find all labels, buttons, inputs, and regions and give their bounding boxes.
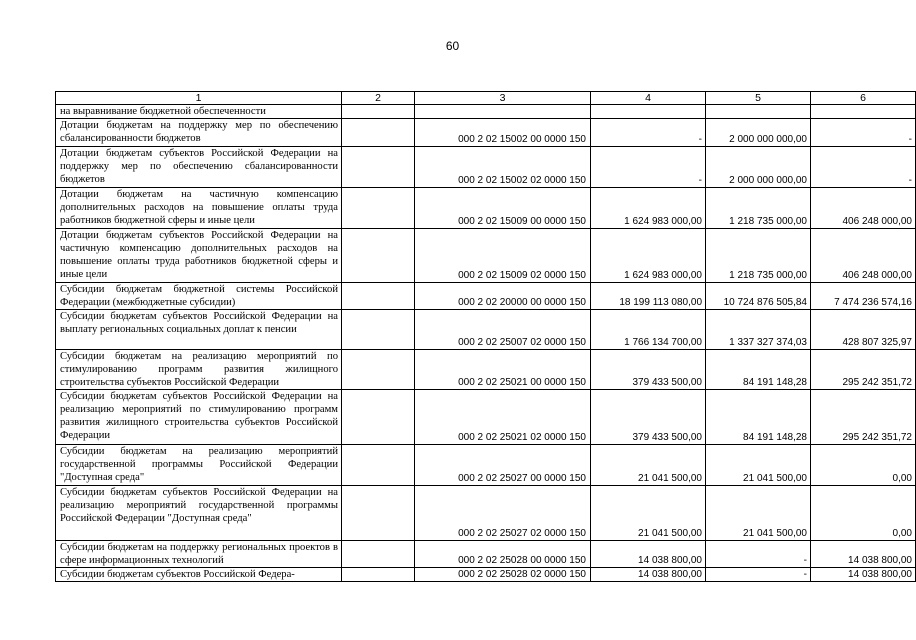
- row-description: Дотации бюджетам субъектов Российской Федерации на поддержку мер по обеспечению сбалансированности бюджетов: [56, 147, 342, 188]
- row-value-col6: 0,00: [811, 486, 916, 541]
- row-value-col4: 14 038 800,00: [591, 568, 706, 582]
- row-col2: [342, 310, 415, 350]
- row-description: Дотации бюджетам субъектов Российской Федерации на частичную компенсацию дополнительных расходов на повышение оплаты труда работников бюджетной сферы и иные цели: [56, 229, 342, 283]
- row-budget-code: 000 2 02 15009 02 0000 150: [415, 229, 591, 283]
- header-row: [56, 92, 916, 105]
- row-value-col4: 1 766 134 700,00: [591, 310, 706, 350]
- row-value-col4: 379 433 500,00: [591, 390, 706, 445]
- row-description: на выравнивание бюджетной обеспеченности: [56, 105, 342, 119]
- row-value-col5: 2 000 000 000,00: [706, 147, 811, 188]
- row-col2: [342, 445, 415, 486]
- budget-table: [55, 91, 916, 582]
- row-value-col4: 21 041 500,00: [591, 445, 706, 486]
- row-budget-code: 000 2 02 25028 00 0000 150: [415, 541, 591, 568]
- table-row: [56, 541, 916, 568]
- row-value-col6: -: [811, 147, 916, 188]
- row-value-col6: 0,00: [811, 445, 916, 486]
- row-value-col4: [591, 105, 706, 119]
- table-row: [56, 283, 916, 310]
- row-description: Субсидии бюджетам на поддержку региональных проектов в сфере информационных технологий: [56, 541, 342, 568]
- row-value-col5: 21 041 500,00: [706, 486, 811, 541]
- row-value-col4: 379 433 500,00: [591, 350, 706, 390]
- row-value-col4: 1 624 983 000,00: [591, 229, 706, 283]
- row-col2: [342, 541, 415, 568]
- row-description: Дотации бюджетам на поддержку мер по обеспечению сбалансированности бюджетов: [56, 119, 342, 147]
- row-budget-code: 000 2 02 20000 00 0000 150: [415, 283, 591, 310]
- table-row: [56, 350, 916, 390]
- row-value-col4: 21 041 500,00: [591, 486, 706, 541]
- row-budget-code: 000 2 02 15002 00 0000 150: [415, 119, 591, 147]
- row-value-col6: 14 038 800,00: [811, 541, 916, 568]
- row-budget-code: 000 2 02 25021 02 0000 150: [415, 390, 591, 445]
- row-value-col6: -: [811, 119, 916, 147]
- page-number: 60: [445, 39, 460, 53]
- row-budget-code: 000 2 02 25021 00 0000 150: [415, 350, 591, 390]
- column-header: 2: [342, 92, 415, 105]
- table-row: [56, 147, 916, 188]
- row-budget-code: 000 2 02 25027 00 0000 150: [415, 445, 591, 486]
- row-value-col5: 84 191 148,28: [706, 350, 811, 390]
- row-description: Субсидии бюджетам субъектов Российской Федера-: [56, 568, 342, 582]
- row-value-col5: 1 218 735 000,00: [706, 188, 811, 229]
- row-value-col6: 14 038 800,00: [811, 568, 916, 582]
- row-value-col5: [706, 105, 811, 119]
- row-value-col5: 21 041 500,00: [706, 445, 811, 486]
- row-value-col5: -: [706, 541, 811, 568]
- row-value-col4: -: [591, 147, 706, 188]
- row-value-col5: 1 218 735 000,00: [706, 229, 811, 283]
- row-value-col6: 7 474 236 574,16: [811, 283, 916, 310]
- row-col2: [342, 568, 415, 582]
- row-value-col4: -: [591, 119, 706, 147]
- row-value-col6: 295 242 351,72: [811, 350, 916, 390]
- table-row: [56, 105, 916, 119]
- row-col2: [342, 188, 415, 229]
- row-value-col5: 2 000 000 000,00: [706, 119, 811, 147]
- row-value-col4: 1 624 983 000,00: [591, 188, 706, 229]
- row-value-col5: -: [706, 568, 811, 582]
- table-row: [56, 188, 916, 229]
- row-col2: [342, 105, 415, 119]
- row-col2: [342, 390, 415, 445]
- row-budget-code: 000 2 02 15009 00 0000 150: [415, 188, 591, 229]
- row-col2: [342, 229, 415, 283]
- row-description: Субсидии бюджетам бюджетной системы Российской Федерации (межбюджетные субсидии): [56, 283, 342, 310]
- table-row: [56, 390, 916, 445]
- column-header: 5: [706, 92, 811, 105]
- row-value-col6: 406 248 000,00: [811, 229, 916, 283]
- column-header: 3: [415, 92, 591, 105]
- column-header: 1: [56, 92, 342, 105]
- row-col2: [342, 486, 415, 541]
- row-col2: [342, 283, 415, 310]
- row-description: Субсидии бюджетам субъектов Российской Федерации на выплату региональных социальных доплат к пенсии: [56, 310, 342, 350]
- row-value-col6: 428 807 325,97: [811, 310, 916, 350]
- row-description: Субсидии бюджетам субъектов Российской Федерации на реализацию мероприятий государственной программы Российской Федерации "Доступная среда": [56, 486, 342, 541]
- row-col2: [342, 350, 415, 390]
- column-header: 6: [811, 92, 916, 105]
- row-budget-code: 000 2 02 25007 02 0000 150: [415, 310, 591, 350]
- row-col2: [342, 119, 415, 147]
- row-budget-code: 000 2 02 25028 02 0000 150: [415, 568, 591, 582]
- table-row: [56, 310, 916, 350]
- table-row: [56, 119, 916, 147]
- row-value-col4: 14 038 800,00: [591, 541, 706, 568]
- row-value-col5: 84 191 148,28: [706, 390, 811, 445]
- row-value-col5: 1 337 327 374,03: [706, 310, 811, 350]
- row-budget-code: 000 2 02 25027 02 0000 150: [415, 486, 591, 541]
- row-value-col6: 295 242 351,72: [811, 390, 916, 445]
- column-header: 4: [591, 92, 706, 105]
- row-budget-code: [415, 105, 591, 119]
- table-row: [56, 568, 916, 582]
- row-budget-code: 000 2 02 15002 02 0000 150: [415, 147, 591, 188]
- row-description: Дотации бюджетам на частичную компенсацию дополнительных расходов на повышение оплаты труда работников бюджетной сферы и иные цели: [56, 188, 342, 229]
- table-row: [56, 229, 916, 283]
- table-row: [56, 486, 916, 541]
- row-description: Субсидии бюджетам субъектов Российской Федерации на реализацию мероприятий по стимулированию программ развития жилищного строительства субъектов Российской Федерации: [56, 390, 342, 445]
- row-value-col4: 18 199 113 080,00: [591, 283, 706, 310]
- row-value-col6: 406 248 000,00: [811, 188, 916, 229]
- row-description: Субсидии бюджетам на реализацию мероприятий государственной программы Российской Федерации "Доступная среда": [56, 445, 342, 486]
- row-value-col5: 10 724 876 505,84: [706, 283, 811, 310]
- table-row: [56, 445, 916, 486]
- row-value-col6: [811, 105, 916, 119]
- row-col2: [342, 147, 415, 188]
- row-description: Субсидии бюджетам на реализацию мероприятий по стимулированию программ развития жилищного строительства субъектов Российской Федерации: [56, 350, 342, 390]
